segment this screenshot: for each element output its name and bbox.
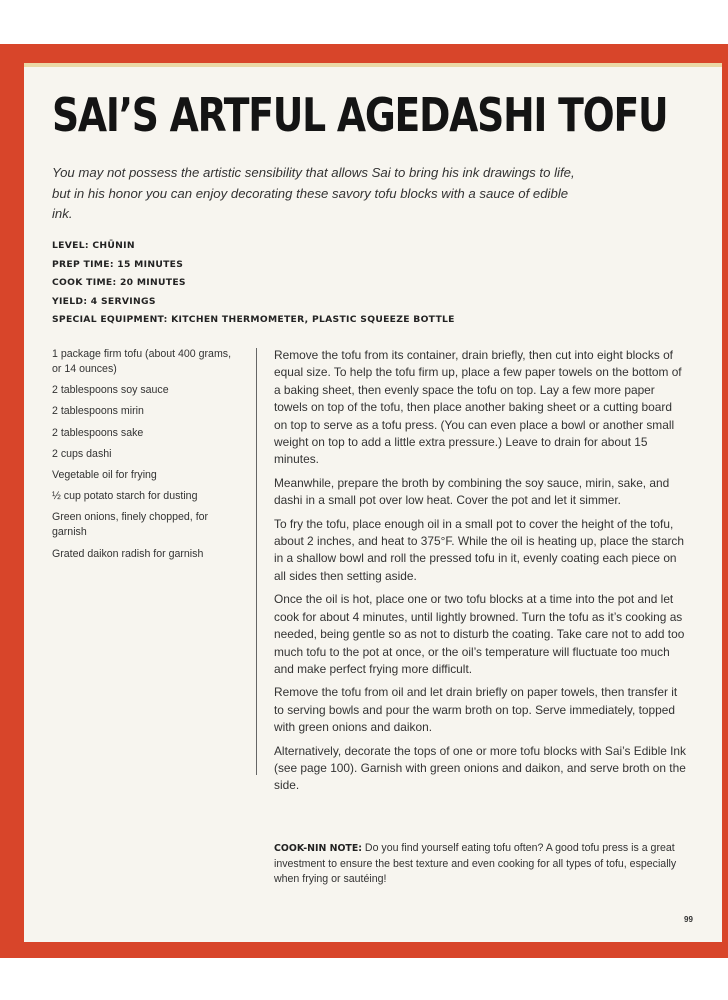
yield-info: YIELD: 4 SERVINGS [52,295,156,307]
level-info: LEVEL: CHŪNIN [52,240,135,251]
recipe-meta [52,237,455,330]
special-equipment-info: SPECIAL EQUIPMENT: KITCHEN THERMOMETER, PLASTIC SQUEEZE BOTTLE [52,314,455,325]
recipe-step: Remove the tofu from oil and let drain briefly on paper towels, then transfer it to serving bowls and pour the warm broth on top. Serve immediately, topped with green onions and daikon. [274,685,678,735]
cook-time-info: COOK TIME: 20 MINUTES [52,277,186,288]
cook-nin-note [274,841,689,888]
ingredient-item: Grated daikon radish for garnish [52,547,204,560]
ingredient-list [52,347,242,568]
recipe-step: Once the oil is hot, place one or two tofu blocks at a time into the pot and let cook for about 4 minutes, until lightly browned. Turn the tofu as it’s cooking as needed, being gentle so as not to disturb the coating. Take care not to add too much tofu to the pot at once, or the oil’s temperature will fluctuate too much and make perfect frying more difficult. [274,592,685,676]
column-divider [256,348,257,775]
ingredient-item: Green onions, finely chopped, for garnish [52,511,209,539]
ingredient-item: ½ cup potato starch for dusting [52,490,198,503]
recipe-step: Alternatively, decorate the tops of one or more tofu blocks with Sai’s Edible Ink (see page 100). Garnish with green onions and daikon, and serve broth on the side. [274,743,686,793]
recipe-title: SAI’S ARTFUL AGEDASHI TOFU [52,88,668,142]
ingredient-item: 2 cups dashi [52,447,112,460]
recipe-steps [274,347,686,801]
note-label: COOK-NIN NOTE: [274,843,362,854]
recipe-intro: You may not possess the artistic sensibility that allows Sai to bring his ink drawings to life, but in his honor you can enjoy decorating these savory tofu blocks with a sauce of edible ink. [52,165,575,221]
note-text: Do you find yourself eating tofu often? A good tofu press is a great investment to ensure the best texture and even cooking for all types of tofu, especially when frying or sautéing! [274,842,677,885]
ingredient-item: 1 package firm tofu (about 400 grams, or 14 ounces) [52,348,232,375]
ingredient-item: 2 tablespoons soy sauce [52,384,169,397]
ingredient-item: 2 tablespoons mirin [52,405,144,418]
recipe-step: Meanwhile, prepare the broth by combining the soy sauce, mirin, sake, and dashi in a small pot over low heat. Cover the pot and let it simmer. [274,475,670,508]
recipe-step: To fry the tofu, place enough oil in a small pot to cover the height of the tofu, about 2 inches, and heat to 375°F. While the oil is heating up, place the starch in a shallow bowl and roll the pressed tofu in it, evenly coating each piece on all sides then setting aside. [274,516,684,583]
ingredient-item: Vegetable oil for frying [52,468,157,481]
ingredient-item: 2 tablespoons sake [52,426,144,439]
page-number: 99 [684,915,693,924]
recipe-step: Remove the tofu from its container, drain briefly, then cut into eight blocks of equal size. To help the tofu firm up, place a few paper towels on the bottom of a baking sheet, then evenly space the tofu on top. Lay a few more paper towels on top of the tofu, then place another baking sheet or a cutting board on top to serve as a tofu press. (You can even place a bowl or another small weight on top to add a little extra pressure.) Leave to drain for about 15 minutes. [274,348,682,467]
prep-time-info: PREP TIME: 15 MINUTES [52,258,184,270]
